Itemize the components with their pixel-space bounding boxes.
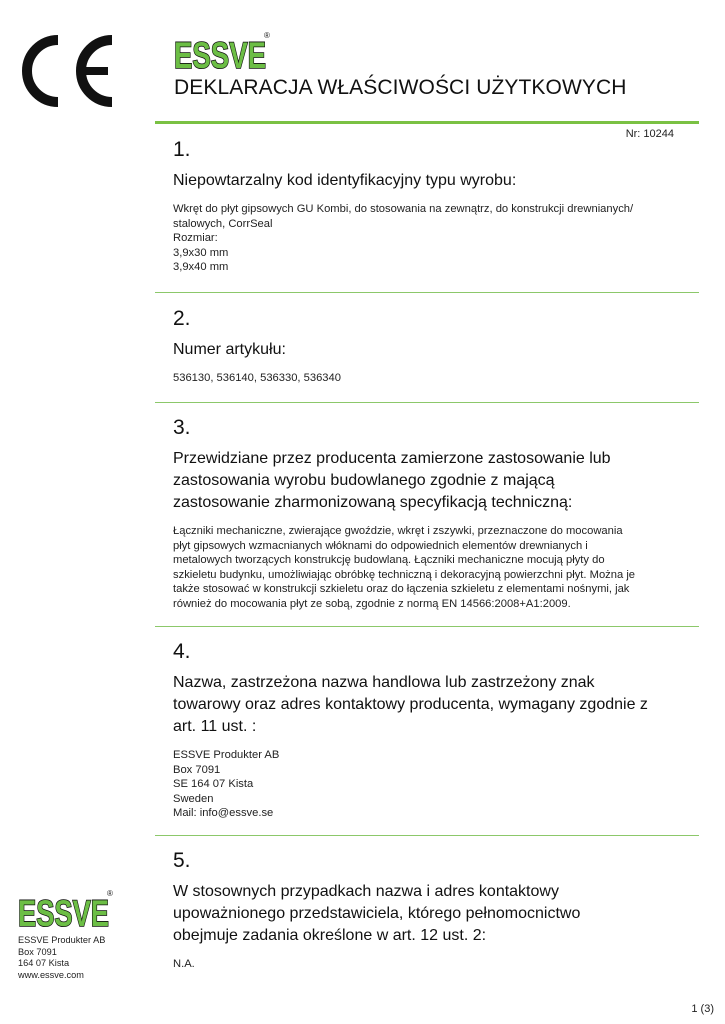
section-body: 536130, 536140, 536330, 536340 [173, 372, 341, 384]
section-heading: Nazwa, zastrzeżona nazwa handlowa lub zastrzeżony znak towarowy oraz adres kontaktowy producenta, wymagany zgodnie z art. 11 ust. : [173, 674, 648, 735]
section-body: Wkręt do płyt gipsowych GU Kombi, do stosowania na zewnątrz, do konstrukcji drewnianych/ stalowych, CorrSeal Rozmiar: 3,9x30 mm 3,9x40 mm [173, 203, 634, 274]
document-title: DEKLARACJA WŁAŚCIWOŚCI UŻYTKOWYCH [174, 76, 627, 99]
section-divider [155, 402, 699, 403]
section-3 [173, 416, 693, 612]
title-divider [155, 121, 699, 124]
section-2 [173, 307, 693, 386]
section-4 [173, 640, 693, 821]
section-divider [155, 292, 699, 293]
ce-mark-icon [18, 32, 116, 110]
section-number: 1. [173, 138, 191, 161]
sidebar-city: 164 07 Kista [18, 958, 70, 968]
section-body: ESSVE Produkter AB Box 7091 SE 164 07 Kista Sweden Mail: info@essve.se [173, 749, 280, 820]
sidebar-box: Box 7091 [18, 946, 57, 957]
section-number: 3. [173, 416, 191, 439]
section-5 [173, 849, 693, 972]
essve-logo [17, 888, 115, 930]
section-body: Łączniki mechaniczne, zwierające gwoździe, wkręt i zszywki, przeznaczone do mocowania płyt gipsowych wzmacnianych włóknami do odpowiednich elementów drewnianych i metalowych tworzących konstrukcję budowlaną. Łączniki mechaniczne mocują płyty do szkieletu budynku, umożliwiając obróbkę techniczną i dekoracyjną powierzchni płyt. Można je także stosować w konstrukcji szkieletu oraz do łączenia szkieletu z elementami nośnymi, jak również do mocowania płyt ze sobą, zgodnie z normą EN 14566:2008+A1:2009. [173, 525, 636, 610]
section-divider [155, 626, 699, 627]
section-number: 4. [173, 640, 191, 663]
section-1 [173, 138, 693, 275]
section-number: 5. [173, 849, 191, 872]
document-number: Nr: 10244 [625, 128, 674, 140]
registered-mark: ® [264, 31, 270, 40]
sidebar-website[interactable]: www.essve.com [18, 969, 84, 980]
logo-wordmark: ESSVE [18, 893, 109, 930]
section-heading: Niepowtarzalny kod identyfikacyjny typu wyrobu: [173, 172, 517, 189]
page-number: 1 (3) [691, 1003, 714, 1015]
section-divider [155, 835, 699, 836]
logo-wordmark: ESSVE [174, 35, 266, 72]
sidebar-company: ESSVE Produkter AB [18, 935, 106, 945]
section-heading: Przewidziane przez producenta zamierzone zastosowanie lub zastosowania wyrobu budowlanego zgodnie z mającą zastosowanie zharmonizowaną specyfikacją techniczną: [173, 450, 611, 511]
section-number: 2. [173, 307, 191, 330]
sidebar-address [18, 935, 105, 981]
registered-mark: ® [107, 889, 113, 898]
section-body: N.A. [173, 958, 195, 970]
section-heading: W stosownych przypadkach nazwa i adres kontaktowy upoważnionego przedstawiciela, którego pełnomocnictwo obejmuje zadania określone w art. 12 ust. 2: [173, 883, 581, 944]
essve-logo [172, 30, 272, 72]
section-heading: Numer artykułu: [173, 341, 286, 358]
